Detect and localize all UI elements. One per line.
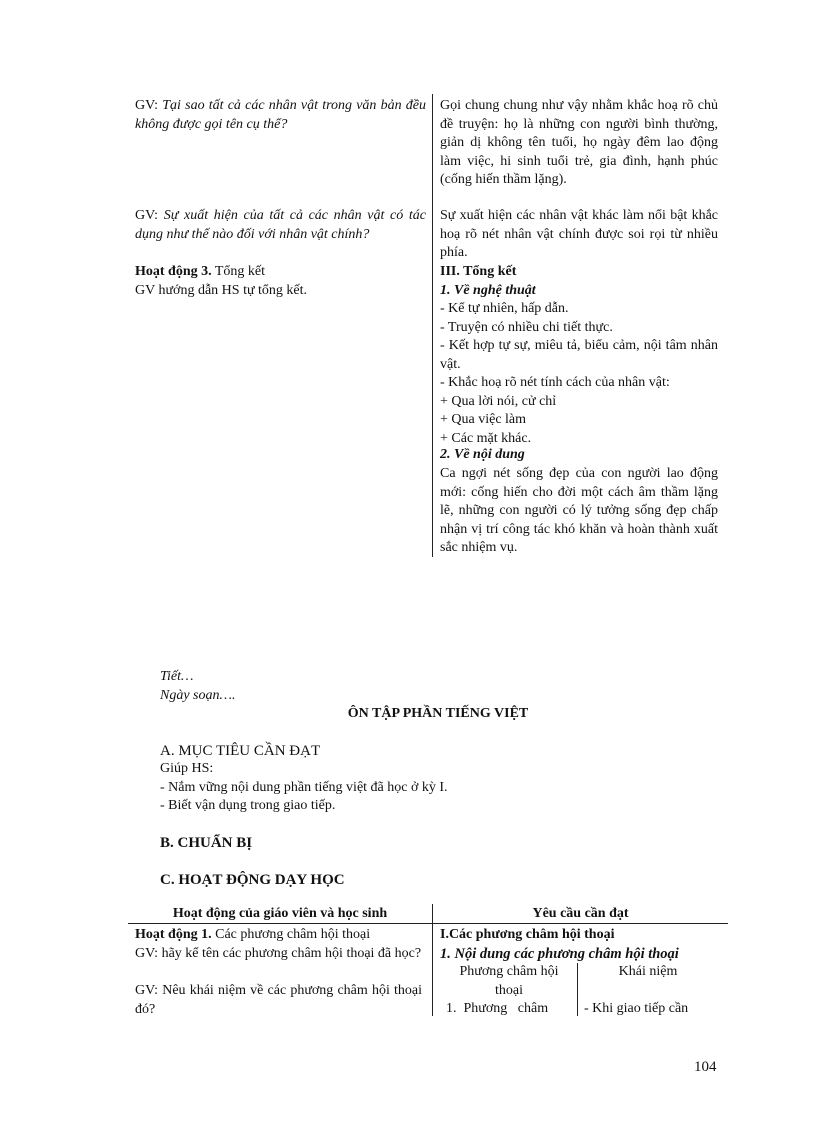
art-heading: 1. Về nghệ thuật <box>440 283 536 298</box>
activity-3-heading: Hoạt động 3. Tổng kết <box>135 264 266 279</box>
question-2-text: Sự xuất hiện của tất cả các nhân vật có tác dụng như thế nào đối với nhân vật chính? <box>135 208 426 242</box>
content-text: Ca ngợi nét sống đẹp của con người lao động mới: cống hiến cho đời một cách âm thầm lặng lẽ, những con người có lý tưởng sống đẹp chấp nhận vị trí công tác khó khăn và hoàn thành xuất sắc nhiệm vụ. <box>440 466 718 555</box>
activity-3-note: GV hướng dẫn HS tự tổng kết. <box>135 283 308 298</box>
art-item: - Khắc hoạ rõ nét tính cách của nhân vật: <box>440 375 670 390</box>
art-item: + Qua lời nói, cử chỉ <box>440 393 557 409</box>
content-heading: 2. Về nội dung <box>440 447 525 462</box>
answer-1: Gọi chung chung như vậy nhằm khắc hoạ rõ chủ đề truyện: họ là những con người bình thường, giản dị không tên tuổi, họ ngày đêm lao động làm việc, hi sinh tuổi trẻ, gia đình, hạnh phúc (cống hiến thầm lặng). <box>440 98 718 187</box>
help-text: Giúp HS: <box>160 761 214 776</box>
goal-2: - Biết vận dụng trong giao tiếp. <box>160 798 336 813</box>
art-item: - Truyện có nhiều chi tiết thực. <box>440 319 613 335</box>
art-item: + Qua việc làm <box>440 412 527 427</box>
inner-col1-header: Phương châm hội thoại <box>459 964 559 998</box>
bottom-header-right: Yêu cầu cần đạt <box>532 906 629 921</box>
inner-row1-col1: 1. Phương châm <box>446 1001 549 1016</box>
date-label: Ngày soạn…. <box>160 688 236 703</box>
bottom-question-2: GV: Nêu khái niệm về các phương châm hội thoại đó? <box>135 983 422 1017</box>
section-c-heading: C. HOẠT ĐỘNG DẠY HỌC <box>160 872 345 888</box>
top-left-question-2: GV: Sự xuất hiện của tất cả các nhân vật có tác dụng như thế nào đối với nhân vật chính? <box>135 208 426 242</box>
section-a-heading: A. MỤC TIÊU CẦN ĐẠT <box>160 743 321 759</box>
bottom-right-heading: I.Các phương châm hội thoại <box>440 927 615 942</box>
section-b-heading: B. CHUẨN BỊ <box>160 835 253 851</box>
inner-row1-col2: - Khi giao tiếp cần <box>584 1001 689 1016</box>
goal-1: - Nắm vững nội dung phần tiếng việt đã học ở kỳ I. <box>160 780 448 795</box>
top-left-question-1: GV: Tại sao tất cả các nhân vật trong văn bản đều không được gọi tên cụ thể? <box>135 98 426 132</box>
period-label: Tiết… <box>160 669 194 684</box>
bottom-right-subheading: 1. Nội dung các phương châm hội thoại <box>440 946 679 962</box>
inner-col2-header: Khái niệm <box>618 964 678 979</box>
lesson-title: ÔN TẬP PHẦN TIẾNG VIỆT <box>347 706 529 721</box>
summary-heading: III. Tổng kết <box>440 264 517 279</box>
art-item: - Kể tự nhiên, hấp dẫn. <box>440 301 569 316</box>
bottom-question-1: GV: hãy kể tên các phương châm hội thoại đã học? <box>135 946 422 961</box>
bottom-header-left: Hoạt động của giáo viên và học sinh <box>172 906 388 921</box>
art-list <box>440 300 718 448</box>
top-table-divider <box>432 94 433 557</box>
page-number: 104 <box>694 1059 717 1075</box>
question-1-text: Tại sao tất cả các nhân vật trong văn bản đều không được gọi tên cụ thể? <box>135 98 426 132</box>
art-item: - Kết hợp tự sự, miêu tả, biểu cảm, nội tâm nhân vật. <box>440 338 718 372</box>
activity-1-heading: Hoạt động 1. Các phương châm hội thoại <box>135 927 371 942</box>
answer-2: Sự xuất hiện các nhân vật khác làm nổi bật khắc hoạ rõ nét nhân vật chính được soi rọi từ nhiều phía. <box>440 208 718 260</box>
art-item: + Các mặt khác. <box>440 430 532 446</box>
